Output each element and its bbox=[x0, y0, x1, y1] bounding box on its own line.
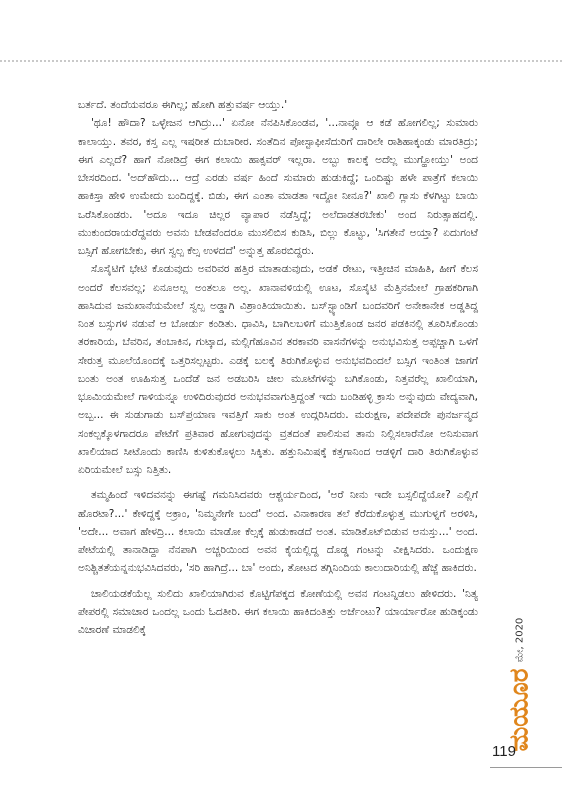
top-dotted-rule bbox=[0, 60, 562, 62]
article-paragraph: ಬರ್ತದೆ. ತಂದೆಯವರೂ ಈಗಿಲ್ಲ; ಹೋಗಿ ಹತ್ತುವರ್ಷ ಆಯ್ತು.' bbox=[78, 99, 288, 111]
article-paragraph: ತಮ್ಮಹಿಂದೆ ಇಳಿದವನನ್ನು ಈಗಷ್ಟೆ ಗಮನಿಸಿದವರು ಆಶ್ಚರ್ಯದಿಂದ, 'ಅರೆ ನೀನು ಇದೇ ಬಸ್ಸಲಿದ್ದೆಯೋ? ಎಲ್ಲಿಗೆ ಹೊರಟಾ?...' ಕೇಳಿದ್ದಕ್ಕೆ ಅಕ್ರಾಂ, 'ನಿಮ್ಮನೇಗೇ ಬಂದೆ' ಅಂದ. ವಿನಾಕಾರಣ ತಲೆ ಕೆರೆದುಕೊಳ್ಳುತ್ತ ಮುಗುಳ್ನಗೆ ಅರಳಿಸಿ, 'ಅದೇ... ಅವಾಗ ಹೇಳದ್ರಿ... ಕಲಾಯಿ ಮಾಡೋ ಕೆಲ್ಸಕ್ಕೆ ಹುಡುಕಾಡದೆ ಅಂತ. ಮಾಡಿಕೊಟ್‌ಬಿಡುವ ಅನುಸ್ತು...' ಅಂದ. ಪೇಟೆಯಲ್ಲಿ ತಾನಾಡಿದ್ದಾ ನೆನಪಾಗಿ ಅಚ್ಚರಿಯಿಂದ ಅವನ ಕೈಯಲ್ಲಿದ್ದ ದೊಡ್ಡ ಗಂಟನ್ನು ವೀಕ್ಷಿಸಿದರು. ಒಂದುಕ್ಷಣ ಅನಿಶ್ಚಿತತೆಯನ್ನನುಭವಿಸಿದವರು, 'ಸರಿ ಹಾಗಿದ್ರೆ... ಬಾ' ಅಂದು, ತೋಟದ ತಗ್ಗಿನಿಂದಿಯ ಕಾಲುದಾರಿಯಲ್ಲಿ ಹೆಜ್ಜೆ ಹಾಕಿದರು. bbox=[78, 489, 478, 575]
article-paragraph: ಸೊಸೈಟಿಗೆ ಭೇಟಿ ಕೊಡುವುದು ಅವರಿವರ ಹತ್ತಿರ ಮಾತಾಡುವುದು, ಅಡಕೆ ರೇಟು, ಇತ್ತೀಚಿನ ಮಾಹಿತಿ, ಹೀಗೆ ಕೆಲಸ ಅಂದರೆ ಕೆಲಸವಲ್ಲ; ಏನೂಅಲ್ಲ ಅಂತಲೂ ಅಲ್ಲ. ಖಾನಾವಳಿಯಲ್ಲಿ ಊಟ, ಸೊಸೈಟಿ ಮೆತ್ತಿನಮೇಲೆ ಗ್ರಾಹಕರಿಗಾಗಿ ಹಾಸಿದುವ ಜಮಖಾನೆಯಮೇಲೆ ಸ್ವಲ್ಪ ಅಡ್ಡಾಗಿ ವಿಶ್ರಾಂತಿಯಾಯಿತು. ಬಸ್‌ಸ್ಟ್ಯಾಂಡಿಗೆ ಬಂದವರಿಗೆ ಅನೇಕಾನೇಕ ಅಡ್ಡತಿದ್ದ ನಿಂತ ಬಸ್ಸುಗಳ ನಡುವೆ ಆ ಬೋರ್ಡು ಕಂಡಿತು. ಧಾವಿಸಿ, ಬಾಗಿಲಬಳಿಗೆ ಮುತ್ತಿಕೊಂಡ ಜನರ ಪಡಕಿನಲ್ಲಿ ತೂರಿಸಿಕೊಂಡು ತರಕಾರಿಯ, ಬೆವರಿನ, ತಂಬಾಕಿನ, ಗುಟ್ಕಾದ, ಮಲ್ಲಿಗೆಹೂವಿನ ತರಕಾವರಿ ವಾಸನೆಗಳನ್ನು ಅನುಭವಿಸುತ್ತ ಅಪ್ಪಚ್ಚಾಗಿ ಒಳಗೆ ಸೇರುತ್ತ ಮೂಲೆಯೊಂದಕ್ಕೆ ಒತ್ತರಿಸಲ್ಪಟ್ಟರು. ಎಡಕ್ಕೆ ಬಲಕ್ಕೆ ತಿರುಗಿಕೊಳ್ಳುವ ಅನುಭವದಿಂದಲೆ ಬಸ್ಸಿಗ ಇಂತಿಂತ ಜಾಗಗೆ ಬಂತು ಅಂತ ಊಹಿಸುತ್ತ ಒಂದೆಡೆ ಜನ ಅಡಬರಿಸಿ ಚೀಲ ಮೂಟೆಗಳನ್ನು ಬಗಿಕೊಂಡು, ನಿತ್ತವರೆಲ್ಲ ಖಾಲಿಯಾಗಿ, ಭೂಮಿಯಮೇಲೆ ಗಾಳಿಯನ್ನೂ ಉಳಿದಿರುವುದರ ಅನುಭವವಾಗುತ್ತಿದ್ದಂತೆ ಇದು ಬಂಡಿಹಳ್ಳಿ ಕ್ರಾಸು ಅನ್ನುವುದು ವೇದ್ಯವಾಗಿ, ಅಬ್ಬ... ಈ ಸುಡುಗಾಡು ಬಸ್‌ಪ್ರಯಾಣ ಇವತ್ತಿಗೆ ಸಾಕು ಅಂತ ಉದ್ಗರಿಸಿದರು. ಮರುಕ್ಷಣ, ಪದೇಪದೇ ಪುನರ್ಜನ್ಮದ ಸಂಕಲ್ಪಕ್ಕೊಳಗಾದರೂ ಪೇಟೆಗೆ ಪ್ರತಿವಾರ ಹೋಗುವುದನ್ನು ವ್ರತದಂತೆ ಪಾಲಿಸುವ ತಾನು ನಿಲ್ಲಿಸಲಾರೆನೋ ಅನಿಸುವಾಗ ಖಾಲಿಯಾದ ಸೀಟೊಂದು ಕಾಣಿಸಿ ಕುಳಿತುಕೊಳ್ಳಲು ಸಿಕ್ಕಿತು. ಹತ್ತುನಿಮಿಷಕ್ಕೆ ಕತ್ತಗಾನಿಂದ ಆಡಳ್ಳಿಗೆ ದಾರಿ ತಿರುಗಿಕೊಳ್ಳುವ ಏರಿಯಮೇಲೆ ಬಸ್ಸು ನಿತ್ತಿತು. bbox=[78, 263, 478, 476]
magazine-brand bbox=[500, 668, 540, 752]
issue-date-text: ಮೇ, 2020 bbox=[514, 617, 526, 663]
page-number-rule bbox=[490, 767, 562, 768]
magazine-brand-text: ಮಯೂರ bbox=[504, 668, 535, 752]
article-paragraph: 'ಥೂ! ಹೌದಾ? ಒಳ್ಳೇಜನ ಆಗಿದ್ರು...' ಏನೋ ನೆನಪಿಸಿಕೊಂಡವ, '...ನಾವ್ಗೂ ಆ ಕಡೆ ಹೋಗಲಿಲ್ಲ; ಸುಮಾರು ಕಾಲಾಯ್ತು. ತವರ, ಕಸ್ತ ಎಲ್ಲ ಇಷರೀತ ದುಬಾರೀರ. ಸಂತೆದಿನ ಪೋಸ್ಟಾಫೀಸೆದುರಿಗೆ ದಾರಿಲೇ ರಾಶಿಹಾಕ್ಕಂಡು ಮಾರತಿದ್ರು; ಈಗ ಎಲ್ಲದೆ? ಹಾಗೆ ನೋಡಿದ್ರೆ ಈಗ ಕಲಾಯಿ ಹಾಕ್ಸವರ್ ಇಲ್ಲರಾ. ಅಬ್ಬು ಕಾಲಕ್ಕೆ ಅದೆಲ್ಲ ಮುಗ್ಹೋಯ್ತು' ಅಂದ ಬೇಸರದಿಂದ. 'ಅದ್‌ಹೌದು... ಆದ್ರೆ ಎರಡು ವರ್ಷ ಹಿಂದೆ ಸುಮಾರು ಹುಡುಕಿದ್ದೆ; ಒಂದಿಷ್ಟು ಹಳೇ ಪಾತ್ರೆಗೆ ಕಲಾಯಿ ಹಾಕಿಸ್ತಾ ಹೇಳಿ ಉಮೇದು ಬಂದಿದ್ದಕ್ಕೆ. ಬಿಡು, ಈಗ ಎಂತಾ ಮಾಡತಾ ಇದ್ದೋ ನೀನೂ?' ಖಾಲಿ ಗ್ಲಾಸು ಕೆಳಗಿಟ್ಟು ಬಾಯಿ ಒರೆಸಿಕೊಂಡರು. 'ಅದೂ ಇದೂ ಚಿಲ್ಲರ ವ್ಯಾಪಾರ ನಡೆಸ್ತಿದ್ದೆ; ಅಲೆದಾಡತರಬೇಕು' ಅಂದ ನಿರುತ್ಸಾಹದಲ್ಲಿ. ಮುಕುಂದರಾಯರೆದ್ದವರು ಅವನು ಬೇಡವೆಂದರೂ ಮುಸಲಿಬಿಸ ಕುಡಿಸಿ, ಬಿಲ್ಲು ಕೊಟ್ಟು, 'ಸಿಗತೇನೆ ಅಯ್ತಾ? ಏದುಗಂಟೆ ಬಸ್ಸಿಗೆ ಹೋಗಬೇಕು, ಈಗ ಸ್ವಲ್ಪ ಕೆಲ್ಸ ಉಳದದೆ' ಅನ್ನುತ್ತ ಹೊರಬಿದ್ದರು. bbox=[78, 117, 478, 257]
issue-date bbox=[500, 617, 540, 663]
article-body bbox=[78, 96, 478, 639]
page-number: 119 bbox=[492, 743, 516, 760]
article-paragraph: ಚಾಲಿಯಡಕೆಯೆಲ್ಲ ಸುಲಿದು ಖಾಲಿಯಾಗಿರುವ ಕೊಟ್ಟಿಗೆಪಕ್ಕದ ಕೋಣೆಯಲ್ಲಿ ಅವನ ಗಂಟನ್ನಿಡಲು ಹೇಳಿದರು. 'ನಿತ್ಯ ಪೇಪರಲ್ಲಿ ಸಮಾಚಾರ ಒಂದಲ್ಲ ಒಂದು ಓದತೀರಿ. ಈಗ ಕಲಾಯಿ ಹಾಕಿದಂತಿತ್ತು ಅರ್ಜೆಂಟು? ಯಾರ್ಯಾರೋ ಹುಡಿಕ್ಕಂಡು ವಿಚಾರಣೆ ಮಾಡಲಿಕ್ಕೆ bbox=[78, 587, 478, 636]
